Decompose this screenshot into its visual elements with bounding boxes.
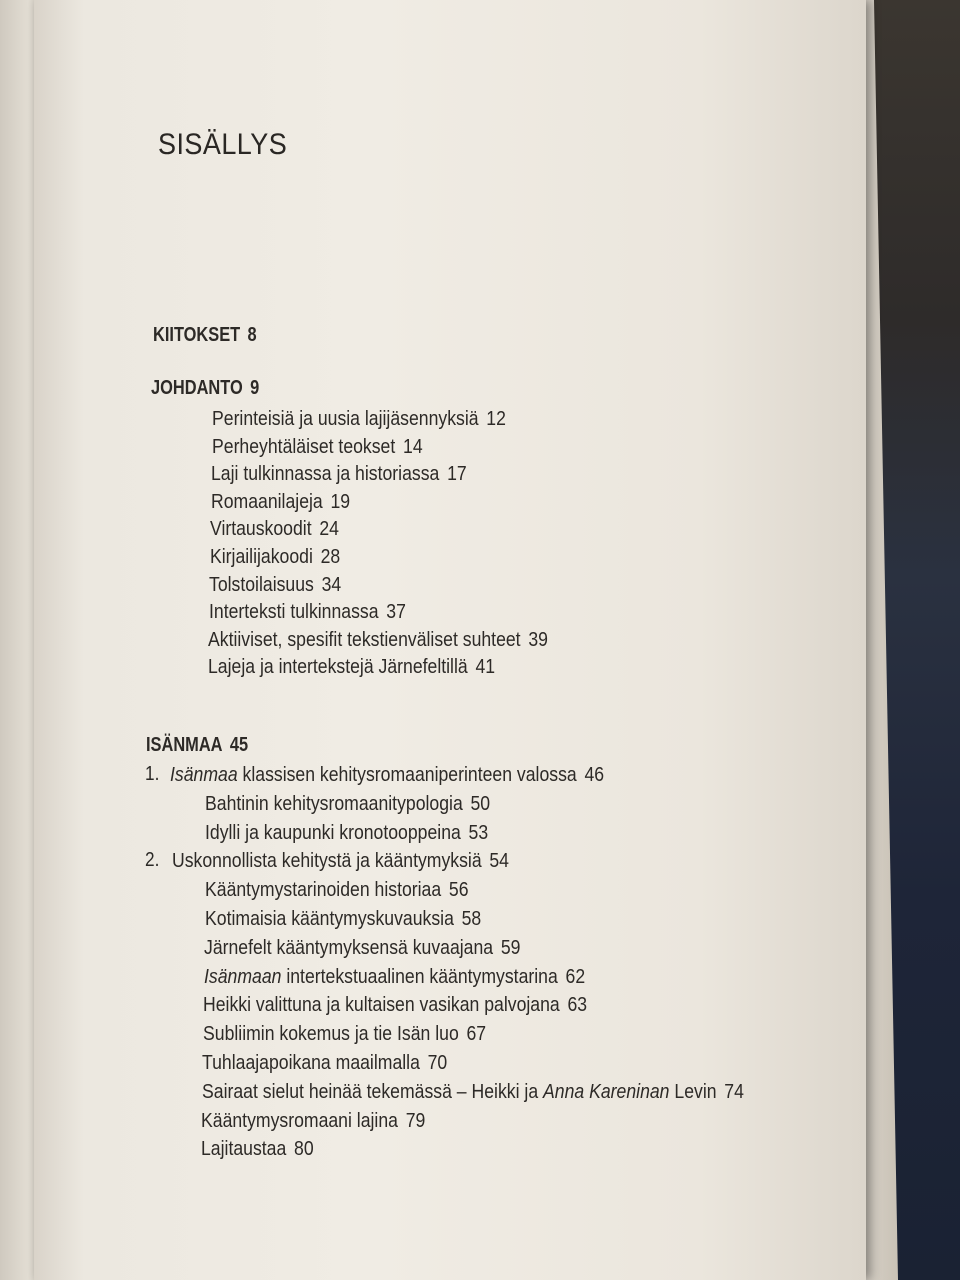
page-number: 63 (567, 993, 588, 1017)
heading-label: KIITOKSET (153, 324, 241, 346)
toc-entry (203, 1022, 486, 1046)
toc-entry (202, 1051, 447, 1075)
entry-title: Romaanilajeja (211, 489, 323, 513)
entry-title: Kirjailijakoodi (210, 545, 313, 568)
page-number: 79 (405, 1108, 426, 1132)
entry-title-italic: Isänmaan (203, 964, 281, 988)
page-number: 14 (403, 434, 423, 458)
page-number: 17 (447, 462, 467, 486)
page-title: SISÄLLYS (158, 128, 288, 161)
toc-chapter (170, 763, 604, 787)
toc-entry (202, 1080, 744, 1104)
toc-entry (204, 965, 585, 989)
entry-title: Levin (668, 1079, 717, 1103)
page-number: 54 (489, 849, 509, 873)
page-number: 59 (500, 935, 521, 959)
entry-title: Tuhlaajapoikana maailmalla (202, 1051, 420, 1074)
entry-title: Lajeja ja intertekstejä Järnefeltillä (208, 655, 468, 679)
entry-title: Lajitaustaa (200, 1137, 286, 1161)
toc-entry (205, 792, 490, 816)
toc-entry (201, 1137, 314, 1161)
page-number: 56 (448, 878, 469, 902)
entry-title: Tolstoilaisuus (209, 572, 314, 596)
toc-heading-isanmaa (146, 734, 248, 757)
page-number: 37 (386, 600, 406, 624)
chapter-number: 1. (145, 763, 160, 785)
page-number: 9 (250, 377, 260, 399)
page-number: 62 (565, 964, 585, 988)
entry-title: Kotimaisia kääntymyskuvauksia (204, 907, 454, 930)
page-number: 28 (320, 545, 341, 568)
page-number: 70 (427, 1051, 448, 1074)
page-number: 39 (528, 627, 548, 651)
entry-title: Heikki valittuna ja kultaisen vasikan palvojana (203, 993, 560, 1017)
page-number: 67 (465, 1022, 486, 1046)
page-number: 41 (475, 655, 496, 679)
page-number: 24 (319, 517, 339, 541)
heading-label: ISÄNMAA (146, 734, 223, 756)
entry-title: Kääntymystarinoiden historiaa (205, 878, 442, 902)
entry-title: intertekstuaalinen kääntymystarina (280, 964, 558, 988)
page-number: 46 (584, 763, 605, 786)
toc-entry (210, 545, 340, 569)
entry-title: Aktiiviset, spesifit tekstienväliset suhteet (208, 627, 521, 651)
page-number: 12 (486, 407, 506, 430)
toc-entry (211, 462, 467, 486)
entry-title: Laji tulkinnassa ja historiassa (211, 462, 440, 486)
toc-entry (211, 490, 350, 514)
toc-entry (212, 407, 506, 431)
toc-entry (209, 573, 341, 597)
page-number: 50 (470, 791, 491, 815)
entry-title: Järnefelt kääntymyksensä kuvaajana (204, 935, 494, 959)
entry-title: Virtauskoodit (210, 517, 312, 541)
toc-entry (212, 435, 423, 459)
toc-heading-johdanto (151, 377, 259, 400)
heading-label: JOHDANTO (151, 377, 243, 399)
entry-title-italic: Anna Kareninan (542, 1079, 669, 1103)
entry-title: Sairaat sielut heinää tekemässä – Heikki ja (201, 1079, 543, 1103)
toc-chapter (172, 849, 509, 873)
toc-entry (205, 821, 488, 845)
page-number: 8 (247, 324, 257, 346)
toc-entry (203, 993, 587, 1017)
page-number: 74 (723, 1079, 744, 1103)
toc-entry (209, 600, 406, 624)
page-number: 80 (293, 1137, 314, 1161)
toc-entry (208, 628, 548, 652)
toc-entry (201, 1109, 425, 1133)
entry-title: Idylli ja kaupunki kronotooppeina (204, 820, 461, 844)
toc-entry (205, 907, 481, 931)
page-number: 45 (229, 734, 249, 756)
page-number: 58 (461, 907, 481, 930)
entry-title: Interteksti tulkinnassa (209, 600, 379, 624)
chapter-number: 2. (145, 849, 160, 872)
entry-title: Kääntymysromaani lajina (201, 1108, 398, 1132)
page-number: 53 (468, 820, 488, 844)
toc-entry (205, 878, 469, 902)
toc-entry (208, 655, 495, 679)
entry-title: Perheyhtäläiset teokset (212, 434, 396, 458)
entry-title: klassisen kehitysromaaniperinteen valossa (237, 763, 577, 786)
entry-title: Uskonnollista kehitystä ja kääntymyksiä (172, 849, 482, 873)
entry-title: Perinteisiä ja uusia lajijäsennyksiä (212, 407, 479, 430)
entry-title: Subliimin kokemus ja tie Isän luo (202, 1022, 459, 1046)
page-number: 34 (321, 572, 342, 596)
page-number: 19 (330, 489, 351, 513)
entry-title-italic: Isänmaa (170, 763, 238, 786)
entry-title: Bahtinin kehitysromaanitypologia (205, 791, 463, 815)
toc-entry (210, 517, 339, 541)
toc-heading-kiitokset (153, 324, 257, 347)
toc-entry (204, 936, 520, 960)
